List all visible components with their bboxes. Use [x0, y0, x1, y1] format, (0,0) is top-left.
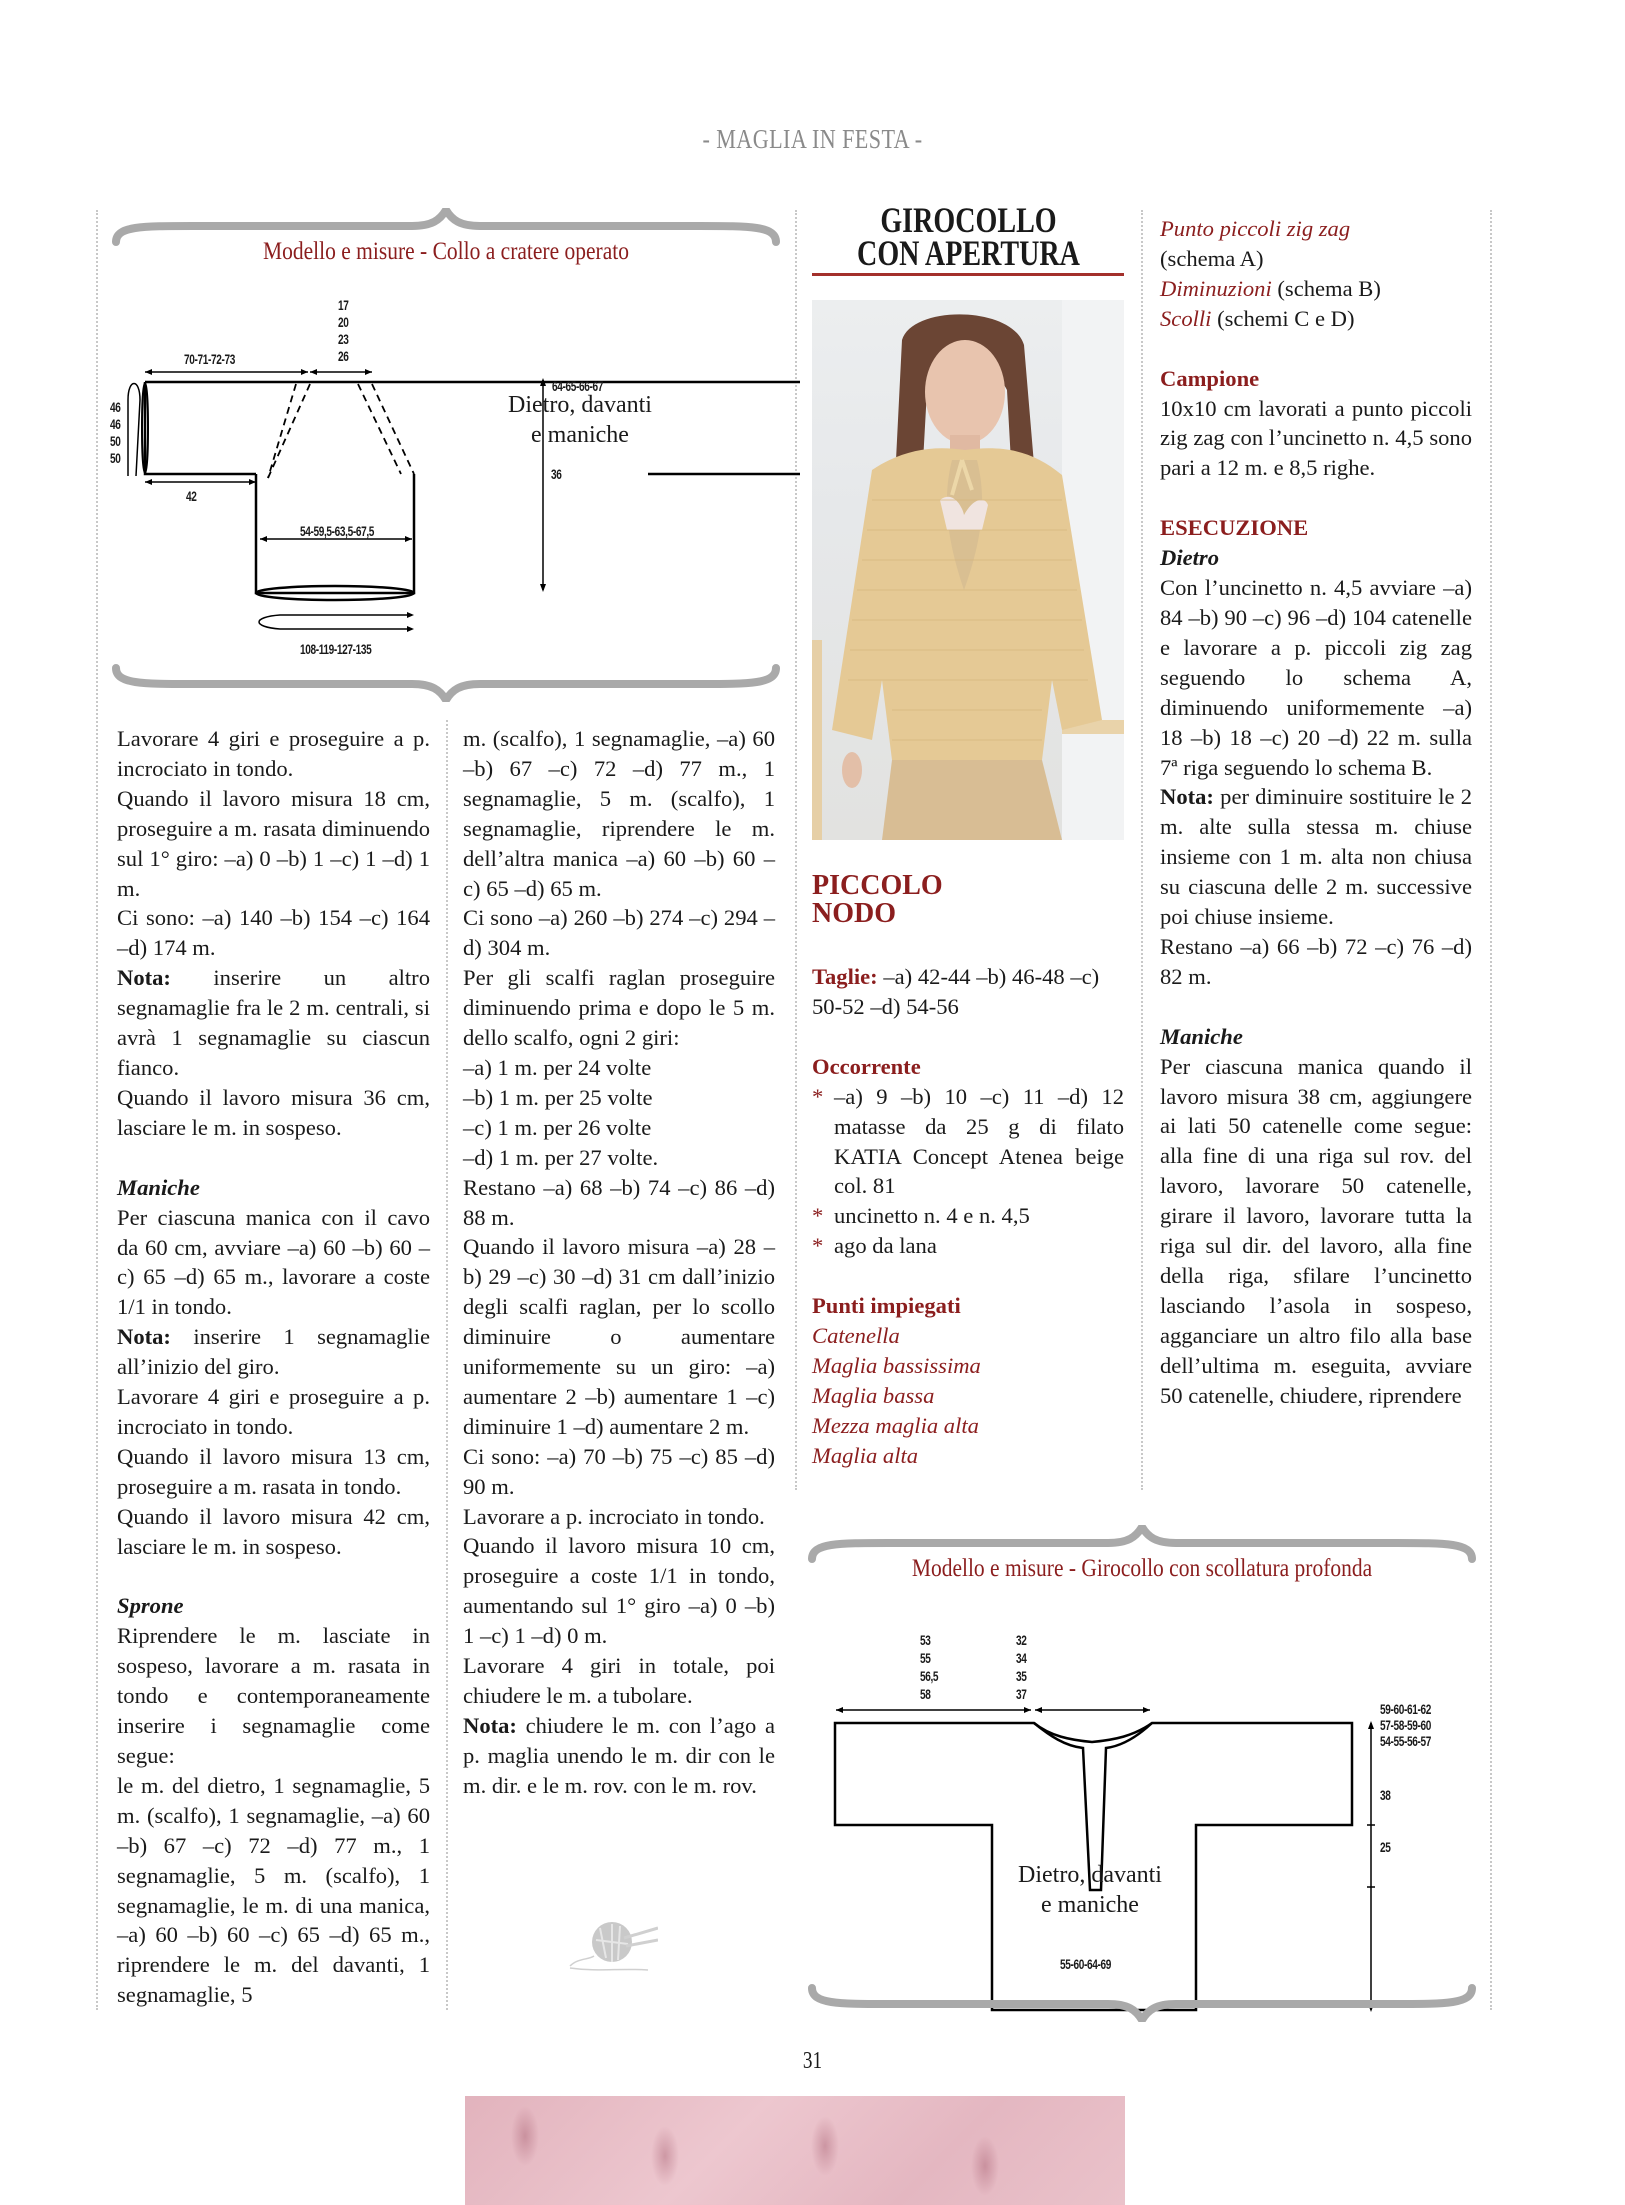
col2-l2: –b) 1 m. per 25 volte [463, 1084, 653, 1110]
col2-l3: –c) 1 m. per 26 volte [463, 1114, 652, 1140]
heading-sprone: Sprone [117, 1593, 184, 1619]
dim-sleeve-circ-4: 50 [110, 450, 121, 466]
stitches-heading: Punti impiegati [812, 1293, 961, 1319]
heading-maniche: Maniche [117, 1174, 200, 1200]
dim-neck-4: 26 [338, 348, 349, 364]
diagram-bottom-title: Modello e misure - Girocollo con scollatura profonda [911, 1555, 1373, 1582]
dim-b-neck-4: 37 [1016, 1686, 1027, 1702]
dim-sleeve-circ-1: 46 [110, 399, 121, 415]
dim-b-height-2: 57-58-59-60 [1380, 1717, 1431, 1733]
col4-d3: Restano –a) 66 –b) 72 –c) 76 –d) 82 m. [1160, 933, 1472, 989]
subtitle-line2: NODO [812, 898, 896, 929]
dim-body-height: 36 [551, 466, 562, 482]
col1-p1: Lavorare 4 giri e proseguire a p. incrociato in tondo. [117, 726, 430, 781]
col1-m5: Quando il lavoro misura 42 cm, lasciare le m. in sospeso. [117, 1503, 430, 1559]
column-rule-col2 [446, 720, 448, 2010]
dim-b-neck-3: 35 [1016, 1668, 1027, 1684]
column-4 [1160, 214, 1472, 1411]
dim-b-neck-1: 32 [1016, 1632, 1027, 1648]
col2-p1: m. (scalfo), 1 segnamaglie, –a) 60 –b) 67 –c) 72 –d) 77 m., 1 segnamaglie, 5 m. (scalfo), 1 segnamaglie, riprendere le m. dell’altra manica –a) 60 –b) 60 –c) 65 –d) 65 m. [463, 726, 775, 901]
dim-b-sleeve-3: 56,5 [920, 1668, 939, 1684]
pattern-title-line2: CON APERTURA [857, 233, 1080, 273]
page-number: 31 [802, 2048, 823, 2074]
dim-neck-1: 17 [338, 297, 349, 313]
asterisk-icon: * [812, 1083, 824, 1109]
col4-m1: Per ciascuna manica quando il lavoro misura 38 cm, aggiungere ai lati 50 catenelle come segue: alla fine di una riga sul rov. del lavoro, lavorare 50 catenelle, girare il lavoro, lavorare tutta la riga sul dir. del lavoro, alla fine della riga, sfilare l’uncinetto lasciando l’asola in sospeso, agganciare un altro filo alla base dell’ultima m. eseguita, avviare 50 catenelle, chiudere, riprendere [1160, 1053, 1472, 1408]
necklines [1160, 304, 1472, 334]
yarn-ball-icon [568, 1918, 658, 1974]
column-rule-left [96, 210, 98, 2010]
stitch-zigzag: Punto piccoli zig zag [1160, 216, 1351, 241]
materials-text: uncinetto n. 4 e n. 4,5 [834, 1203, 1030, 1229]
piece-label-line1: Dietro, davanti [508, 392, 652, 418]
materials-item-2 [812, 1201, 1124, 1231]
dim-sleeve-circ-3: 50 [110, 433, 121, 449]
pattern-title [846, 200, 1090, 273]
col1-note [117, 963, 430, 1083]
subtitle-line1: PICCOLO [812, 870, 943, 901]
dim-sleeve-lower: 42 [186, 488, 197, 504]
col1-m4: Quando il lavoro misura 13 cm, proseguire a m. rasata in tondo. [117, 1443, 430, 1499]
dim-b-sleeve-4: 58 [920, 1686, 931, 1702]
asterisk-icon: * [812, 1203, 824, 1229]
col2-p3: Per gli scalfi raglan proseguire diminuendo prima e dopo le 5 m. dello scalfo, ogni 2 giri: [463, 965, 775, 1051]
dim-b-height-1: 59-60-61-62 [1380, 1701, 1431, 1717]
diagram-bottom-schematic [800, 1690, 1480, 2020]
diagram-top-title: Modello e misure - Collo a cratere operato [263, 238, 629, 265]
decreases-ref: (schema B) [1271, 275, 1381, 301]
stitch-1: Catenella [812, 1323, 900, 1349]
model-photo [812, 300, 1124, 840]
dim-b-sleeve-2: 55 [920, 1650, 931, 1666]
materials-text: ago da lana [834, 1233, 937, 1259]
note-label: Nota: [1160, 784, 1214, 810]
col2-note [463, 1711, 775, 1801]
column-rule-col4 [1141, 210, 1143, 1490]
dim-b-25: 25 [1380, 1839, 1391, 1855]
note-text: inserire un altro segnamaglie fra le 2 m. centrali, si avrà 1 segnamaglie su ciascun fianco. [117, 965, 430, 1080]
execution-heading: ESECUZIONE [1160, 515, 1309, 541]
note-label: Nota: [117, 965, 171, 991]
dim-sleeve-circ-2: 46 [110, 416, 121, 432]
necklines-ref: (schemi C e D) [1211, 305, 1355, 331]
diagram-top-schematic [100, 280, 800, 680]
dim-neck-2: 20 [338, 314, 349, 330]
subtitle [812, 872, 1124, 928]
note-text: inserire 1 segnamaglie all’inizio del giro. [117, 1324, 430, 1380]
note-label: Nota: [463, 1712, 517, 1738]
materials-text: –a) 9 –b) 10 –c) 11 –d) 12 matasse da 25 g di filato KATIA Concept Atenea beige col. 81 [834, 1083, 1124, 1199]
note-text: per diminuire sostituire le 2 m. alte sulla stessa m. chiuse insieme con 1 m. alta non chiusa su ciascuna delle 2 m. successive poi chiuse insieme. [1160, 784, 1472, 930]
piece-label-line2: e maniche [531, 422, 629, 448]
schema-a: (schema A) [1160, 245, 1264, 271]
note-label: Nota: [117, 1324, 171, 1350]
column-2 [463, 724, 775, 1801]
col2-p5: Quando il lavoro misura –a) 28 –b) 29 –c) 30 –d) 31 cm dall’inizio degli scalfi raglan, per lo scollo diminuire o aumentare uniformemente su un giro: –a) aumentare 2 –b) aumentare 1 –c) diminuire 1 –d) aumentare 2 m. [463, 1234, 775, 1439]
piece-label-line2: e maniche [1041, 1892, 1139, 1918]
stitch-5: Maglia alta [812, 1442, 919, 1468]
dim-b-neck-2: 34 [1016, 1650, 1027, 1666]
sizes-value: –a) 42-44 –b) 46-48 –c) 50-52 –d) 54-56 [812, 964, 1100, 1019]
column-3-text [812, 872, 1124, 1471]
col1-p2: Quando il lavoro misura 18 cm, proseguire a m. rasata diminuendo sul 1° giro: –a) 0 –b) 1 –c) 1 –d) 1 m. [117, 785, 430, 901]
col4-note [1160, 782, 1472, 932]
col1-m1: Per ciascuna manica con il cavo da 60 cm, avviare –a) 60 –b) 60 –c) 65 –d) 65 m., lavorare a coste 1/1 in tondo. [117, 1204, 430, 1320]
col2-p9: Lavorare 4 giri in totale, poi chiudere le m. a tubolare. [463, 1653, 775, 1708]
col4-d1: Con l’uncinetto n. 4,5 avviare –a) 84 –b) 90 –c) 96 –d) 104 catenelle e lavorare a p. piccoli zig zag seguendo lo schema A, diminuendo uniformemente –a) 18 –b) 18 –c) 20 –d) 22 m. sulla 7ª riga seguendo lo schema B. [1160, 575, 1472, 780]
col2-p7: Lavorare a p. incrociato in tondo. [463, 1503, 765, 1529]
asterisk-icon: * [812, 1233, 824, 1259]
dim-neck-3: 23 [338, 331, 349, 347]
materials-item-1 [812, 1082, 1124, 1202]
materials-item-3 [812, 1231, 1124, 1261]
col1-s1: Riprendere le m. lasciate in sospeso, lavorare a m. rasata in tondo e contemporaneamente inserire i segnamaglie come segue: [117, 1623, 430, 1768]
piece-label-bottom [1000, 1860, 1180, 1920]
column-rule-right [1490, 210, 1492, 2010]
gauge-text: 10x10 cm lavorati a punto piccoli zig zag con l’uncinetto n. 4,5 sono pari a 12 m. e 8,5 righe. [1160, 395, 1472, 481]
gauge-heading: Campione [1160, 365, 1260, 391]
dim-body-width: 54-59,5-63,5-67,5 [300, 523, 375, 539]
col1-p5: Quando il lavoro misura 36 cm, lasciare le m. in sospeso. [117, 1084, 430, 1140]
heading-maniche-2: Maniche [1160, 1023, 1243, 1049]
note-text: chiudere le m. con l’ago a p. maglia unendo le m. dir con le m. dir. e le m. rov. con le m. rov. [463, 1712, 775, 1798]
knit-texture-photo [465, 2096, 1125, 2205]
col2-p6: Ci sono: –a) 70 –b) 75 –c) 85 –d) 90 m. [463, 1443, 775, 1499]
col1-m3: Lavorare 4 giri e proseguire a p. incrociato in tondo. [117, 1384, 430, 1439]
col2-p4: Restano –a) 68 –b) 74 –c) 86 –d) 88 m. [463, 1174, 775, 1230]
necklines-label: Scolli [1160, 305, 1212, 331]
col2-l1: –a) 1 m. per 24 volte [463, 1054, 652, 1080]
col1-s2: le m. del dietro, 1 segnamaglie, 5 m. (scalfo), 1 segnamaglie, –a) 60 –b) 67 –c) 72 –d) 77 m., 1 segnamaglie, 5 m. (scalfo), 1 segnamaglie, le m. di una manica, –a) 60 –b) 60 –c) 65 –d) 65 m., riprendere le m. del davanti, 1 segnamaglie, 5 [117, 1772, 430, 2008]
dim-b-height-3: 54-55-56-57 [1380, 1733, 1431, 1749]
sizes [812, 962, 1124, 1022]
dim-b-body-width: 55-60-64-69 [1060, 1956, 1111, 1972]
column-1 [117, 724, 430, 2010]
col2-p8: Quando il lavoro misura 10 cm, proseguire a coste 1/1 in tondo, aumentando sul 1° giro –a) 0 –b) 1 –c) 1 –d) 0 m. [463, 1533, 775, 1649]
dim-sleeve-width: 70-71-72-73 [184, 351, 235, 367]
col1-note-2 [117, 1322, 430, 1382]
model-photo-illustration [812, 300, 1124, 840]
dim-b-38: 38 [1380, 1787, 1391, 1803]
dim-total-height: 64-65-66-67 [552, 378, 603, 394]
brace-bottom-close [808, 1982, 1476, 2022]
stitch-2: Maglia bassissima [812, 1352, 981, 1378]
stitch-4: Mezza maglia alta [812, 1412, 979, 1438]
decreases [1160, 274, 1472, 304]
col2-p2: Ci sono –a) 260 –b) 274 –c) 294 –d) 304 m. [463, 905, 775, 961]
running-header: - MAGLIA IN FESTA - [702, 124, 923, 154]
decreases-label: Diminuzioni [1160, 275, 1272, 301]
brace-top-close [112, 662, 780, 702]
piece-label-top [490, 390, 670, 450]
materials-heading: Occorrente [812, 1053, 921, 1079]
col1-p3: Ci sono: –a) 140 –b) 154 –c) 164 –d) 174 m. [117, 905, 430, 961]
pattern-title-line1: GIROCOLLO [880, 200, 1057, 240]
dim-body-circ: 108-119-127-135 [300, 641, 372, 657]
title-rule [812, 273, 1124, 276]
dim-b-sleeve-1: 53 [920, 1632, 931, 1648]
col2-l4: –d) 1 m. per 27 volte. [463, 1144, 659, 1170]
heading-dietro: Dietro [1160, 545, 1219, 571]
sizes-label: Taglie: [812, 964, 878, 989]
stitch-3: Maglia bassa [812, 1382, 935, 1408]
piece-label-line1: Dietro, davanti [1018, 1862, 1162, 1888]
